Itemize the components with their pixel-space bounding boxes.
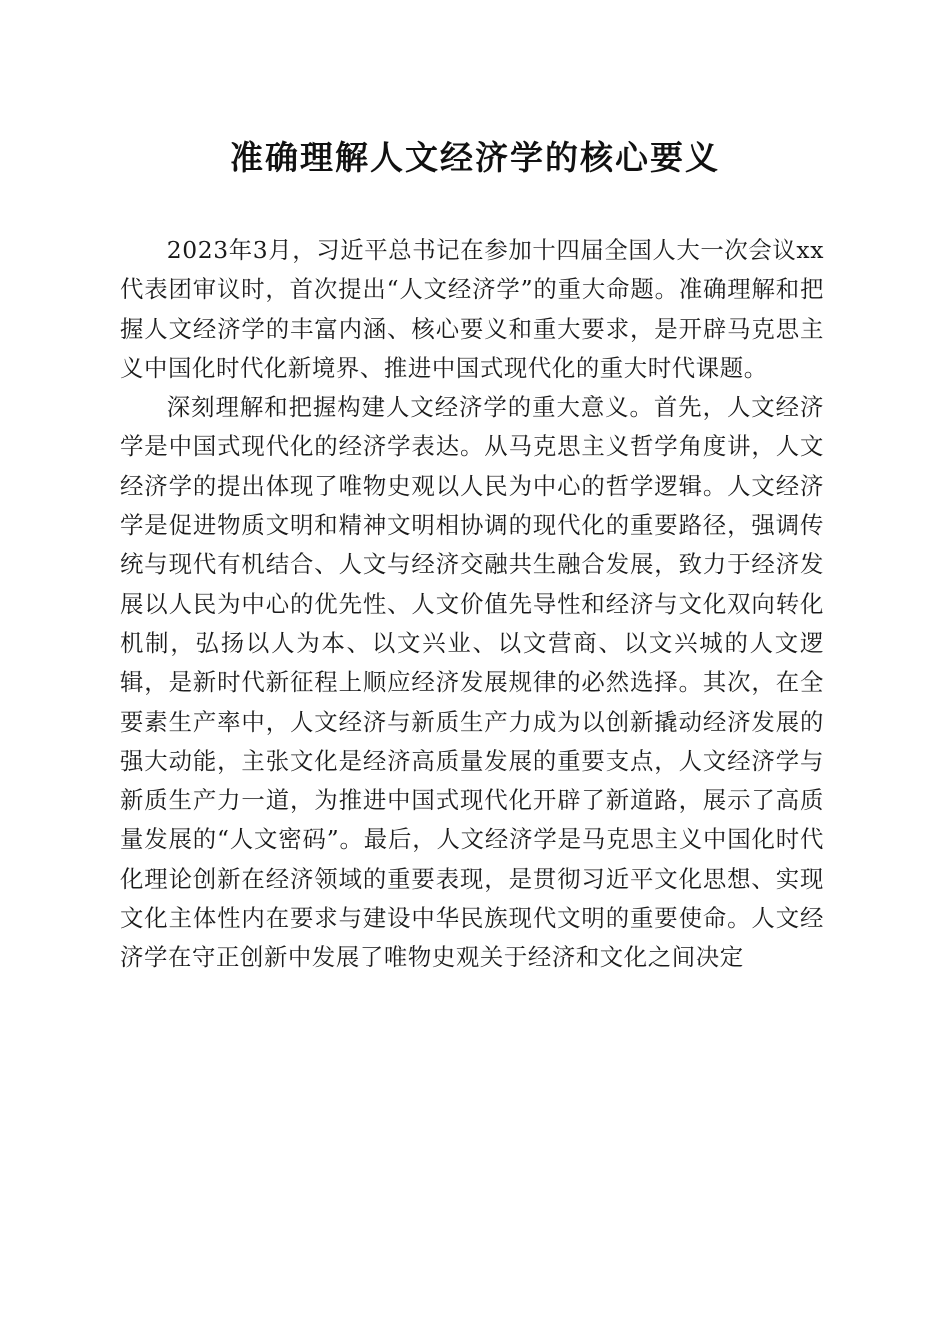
document-title: 准确理解人文经济学的核心要义 — [230, 138, 720, 177]
document-body — [120, 231, 824, 978]
paragraph-2: 深刻理解和把握构建人文经济学的重大意义。首先，人文经济学是中国式现代化的经济学表达。从马克思主义哲学角度讲，人文经济学的提出体现了唯物史观以人民为中心的哲学逻辑。人文经济学是促进物质文明和精神文明相协调的现代化的重要路径，强调传统与现代有机结合、人文与经济交融共生融合发展，致力于经济发展以人民为中心的优先性、人文价值先导性和经济与文化双向转化机制，弘扬以人为本、以文兴业、以文营商、以文兴城的人文逻辑，是新时代新征程上顺应经济发展规律的必然选择。其次，在全要素生产率中，人文经济与新质生产力成为以创新撬动经济发展的强大动能，主张文化是经济高质量发展的重要支点，人文经济学与新质生产力一道，为推进中国式现代化开辟了新道路，展示了高质量发展的“人文密码”。最后，人文经济学是马克思主义中国化时代化理论创新在经济领域的重要表现，是贯彻习近平文化思想、实现文化主体性内在要求与建设中华民族现代文明的重要使命。人文经济学在守正创新中发展了唯物史观关于经济和文化之间决定 — [120, 393, 824, 972]
paragraph-1: 2023年3月，习近平总书记在参加十四届全国人大一次会议xx代表团审议时，首次提出“人文经济学”的重大命题。准确理解和把握人文经济学的丰富内涵、核心要义和重大要求，是开辟马克思主义中国化时代化新境界、推进中国式现代化的重大时代课题。 — [120, 236, 824, 382]
